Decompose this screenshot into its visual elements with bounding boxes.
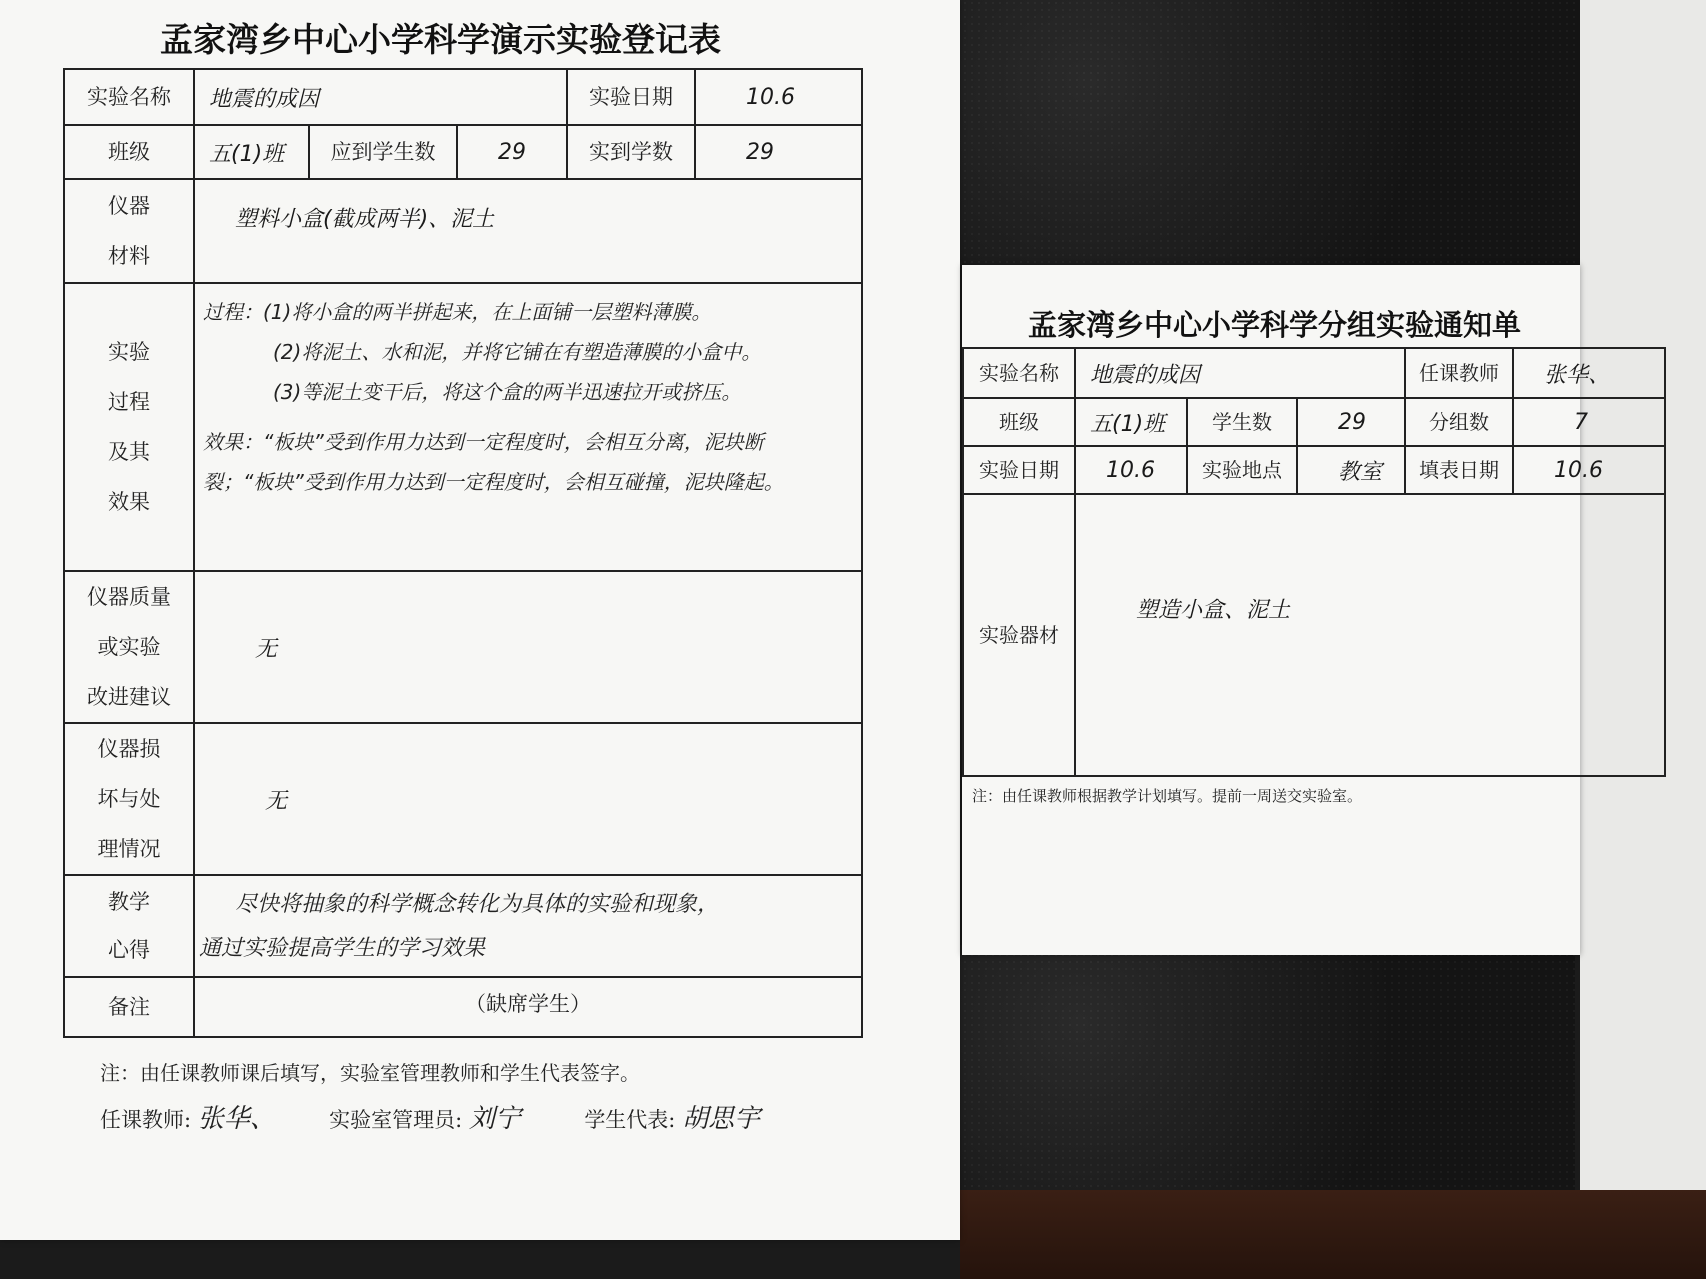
notice-value-students: 29 [1297,398,1405,446]
value-experiment-name: 地震的成因 [194,69,567,125]
label-quality-line1: 仪器质量 [87,585,171,609]
value-expected-students: 29 [457,125,567,179]
notice-table [962,347,1666,777]
value-process [194,283,862,571]
admin-signature: 刘宁 [468,1104,521,1134]
label-class: 班级 [64,125,194,179]
label-damage-line1: 仪器损 [97,737,161,761]
notice-label-students: 学生数 [1187,398,1297,446]
student-sign-label: 学生代表: [584,1108,676,1132]
value-remarks: （缺席学生） [194,977,862,1037]
label-process-line3: 及其 [108,440,150,464]
notice-value-place: 教室 [1297,446,1405,494]
register-note: 注：由任课教师课后填写，实验室管理教师和学生代表签字。 [100,1061,640,1085]
value-damage: 无 [194,723,862,875]
admin-sign-label: 实验室管理员: [329,1108,463,1132]
value-reflection [194,875,862,977]
value-actual-students: 29 [695,125,862,179]
process-line-5: 裂；“板块”受到作用力达到一定程度时，会相互碰撞，泥块隆起。 [203,470,784,494]
notice-label-materials: 实验器材 [963,494,1075,776]
label-process-line2: 过程 [108,390,150,414]
label-experiment-name: 实验名称 [64,69,194,125]
student-signature: 胡思宇 [682,1104,761,1134]
notice-label-place: 实验地点 [1187,446,1297,494]
value-class: 五(1)班 [194,125,309,179]
label-reflection [64,875,194,977]
notice-label-name: 实验名称 [963,348,1075,398]
value-materials: 塑料小盒(截成两半)、泥土 [194,179,862,283]
value-quality: 无 [194,571,862,723]
teacher-signature: 张华、 [197,1104,276,1134]
reflection-line-1: 尽快将抽象的科学概念转化为具体的实验和现象， [235,892,720,917]
reflection-line-2: 通过实验提高学生的学习效果 [199,936,486,961]
notice-sheet [962,265,1611,955]
label-damage-line2: 坏与处 [97,787,161,811]
label-quality-line2: 或实验 [97,635,161,659]
label-experiment-date: 实验日期 [567,69,695,125]
label-remarks: 备注 [64,977,194,1037]
wood-edge [960,1190,1706,1279]
label-reflection-line2: 心得 [108,938,150,962]
label-materials-line2: 材料 [108,244,150,268]
notice-value-groups: 7 [1513,398,1665,446]
notice-label-fill-date: 填表日期 [1405,446,1513,494]
notice-label-groups: 分组数 [1405,398,1513,446]
notice-value-date: 10.6 [1075,446,1187,494]
process-line-4: 效果：“板块”受到作用力达到一定程度时，会相互分离，泥块断 [203,430,764,454]
label-process-line4: 效果 [108,490,150,514]
label-reflection-line1: 教学 [108,890,150,914]
notice-note: 注：由任课教师根据教学计划填写。提前一周送交实验室。 [972,787,1363,805]
notice-label-date: 实验日期 [963,446,1075,494]
label-damage [64,723,194,875]
teacher-sign-label: 任课教师: [100,1108,192,1132]
leather-background-top [955,0,1615,270]
signature-row [100,1098,760,1135]
notice-value-class: 五(1)班 [1075,398,1187,446]
notice-title: 孟家湾乡中心小学科学分组实验通知单 [1028,308,1522,342]
notice-value-name: 地震的成因 [1075,348,1405,398]
notice-value-teacher: 张华、 [1513,348,1665,398]
label-materials [64,179,194,283]
label-actual-students: 实到学数 [567,125,695,179]
register-title: 孟家湾乡中心小学科学演示实验登记表 [160,20,721,59]
register-table [63,68,863,1038]
label-materials-line1: 仪器 [108,194,150,218]
label-quality-line3: 改进建议 [87,685,171,709]
label-quality [64,571,194,723]
notice-value-fill-date: 10.6 [1513,446,1665,494]
label-process-line1: 实验 [108,340,150,364]
label-expected-students: 应到学生数 [309,125,457,179]
value-experiment-date: 10.6 [695,69,862,125]
notice-value-materials: 塑造小盒、泥土 [1075,494,1665,776]
process-line-3: (3)等泥土变干后，将这个盒的两半迅速拉开或挤压。 [273,380,742,404]
leather-background-bottom [955,945,1575,1205]
label-damage-line3: 理情况 [97,837,161,861]
notice-label-teacher: 任课教师 [1405,348,1513,398]
process-line-2: (2)将泥土、水和泥，并将它铺在有塑造薄膜的小盒中。 [273,340,762,364]
label-process [64,283,194,571]
process-line-1: 过程：(1)将小盒的两半拼起来，在上面铺一层塑料薄膜。 [203,300,712,324]
notice-label-class: 班级 [963,398,1075,446]
